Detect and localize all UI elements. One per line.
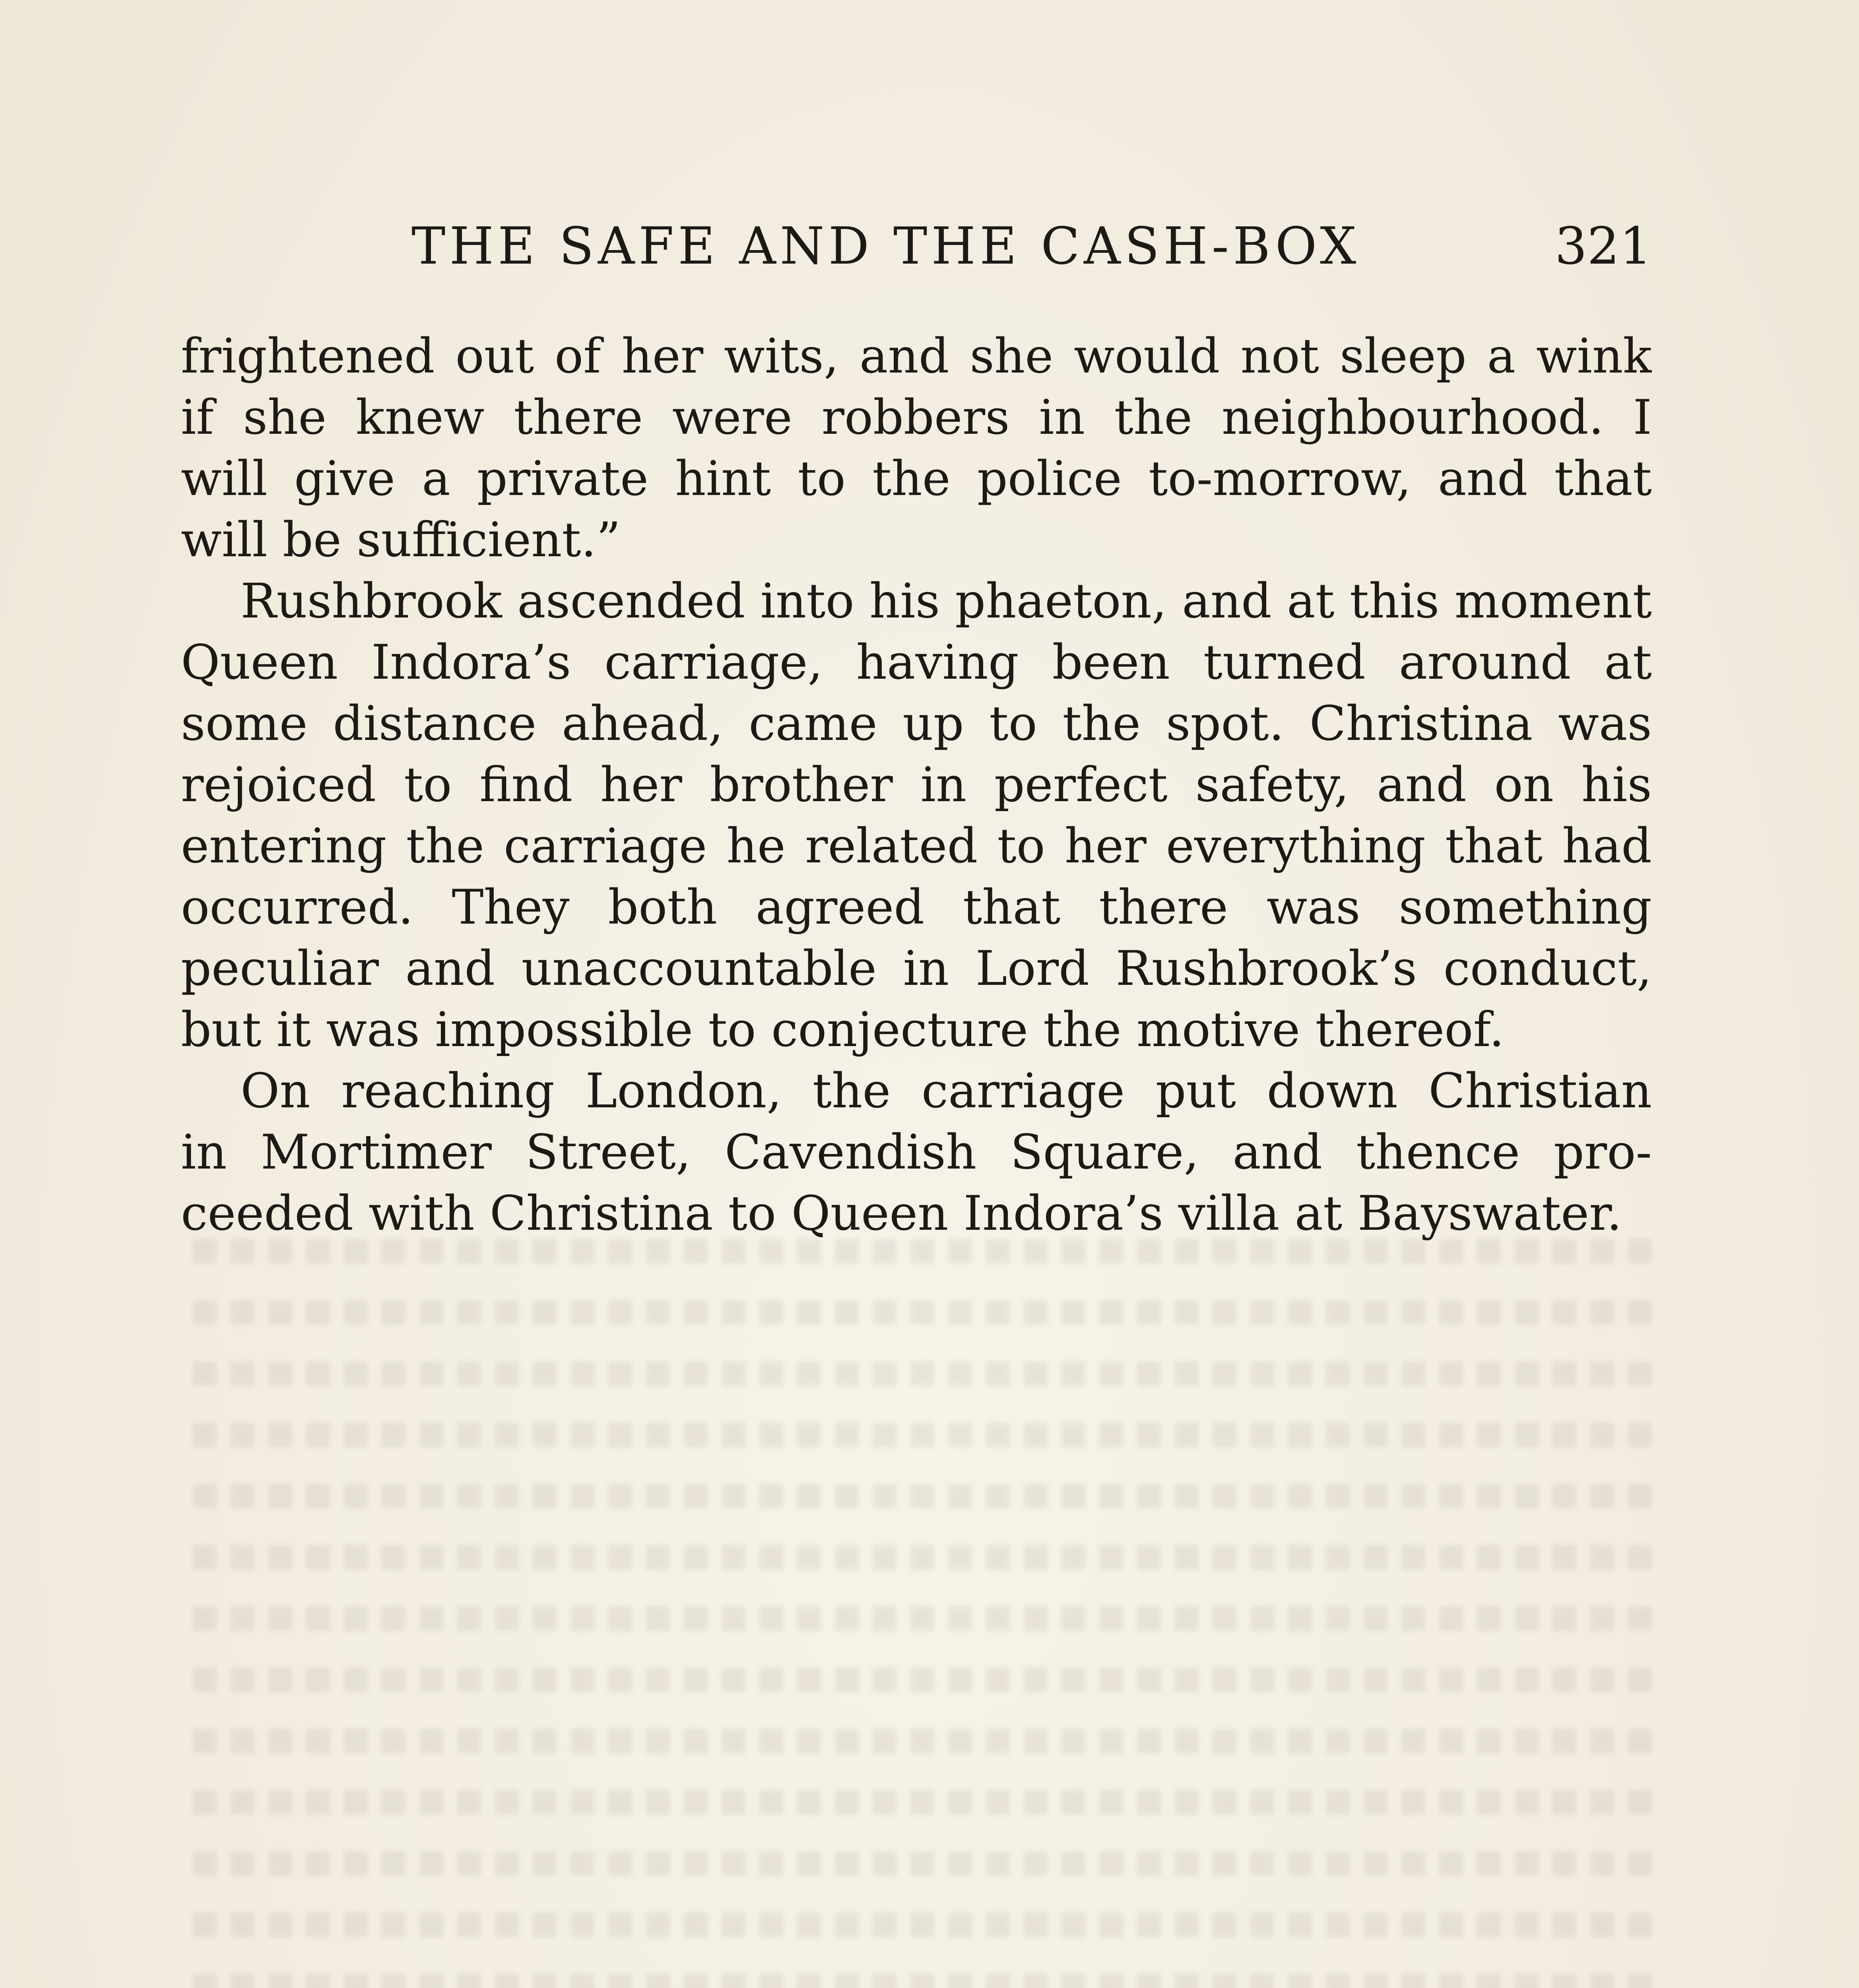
- show-through-line: [181, 1404, 1652, 1466]
- show-through-line: [181, 1527, 1652, 1588]
- show-through-line: [181, 1772, 1652, 1833]
- text-line: if she knew there were robbers in the neighbourhood. I: [181, 390, 1652, 445]
- text-line: in Mortimer Street, Cavendish Square, and thence pro-: [181, 1125, 1652, 1180]
- text-line: entering the carriage he related to her everything that had: [181, 819, 1652, 874]
- show-through-line: [181, 1343, 1652, 1404]
- text-line: rejoiced to find her brother in perfect safety, and on his: [181, 757, 1652, 813]
- body-text: [181, 326, 1652, 1244]
- text-line: Queen Indora’s carriage, having been turned around at: [181, 635, 1652, 690]
- running-title: THE SAFE AND THE CASH-BOX: [411, 217, 1360, 276]
- show-through-texture: [181, 1221, 1652, 1988]
- show-through-line: [181, 1955, 1652, 1988]
- show-through-line: [181, 1894, 1652, 1955]
- page-header: [181, 207, 1652, 286]
- text-line: occurred. They both agreed that there was something: [181, 880, 1652, 935]
- text-line: but it was impossible to conjecture the motive thereof.: [181, 1002, 1504, 1058]
- show-through-line: [181, 1466, 1652, 1527]
- show-through-line: [181, 1649, 1652, 1710]
- text-line: frightened out of her wits, and she would not sleep a wink: [181, 329, 1652, 384]
- page-number: 321: [1554, 217, 1652, 276]
- show-through-line: [181, 1710, 1652, 1772]
- show-through-line: [181, 1221, 1652, 1282]
- text-line: Rushbrook ascended into his phaeton, and at this moment: [241, 574, 1652, 629]
- show-through-line: [181, 1833, 1652, 1894]
- text-line: ceeded with Christina to Queen Indora’s villa at Bayswater.: [181, 1186, 1622, 1241]
- text-line: will give a private hint to the police to-morrow, and that: [181, 451, 1652, 507]
- show-through-line: [181, 1282, 1652, 1343]
- text-line: peculiar and unaccountable in Lord Rushbrook’s conduct,: [181, 941, 1652, 996]
- text-line: some distance ahead, came up to the spot. Christina was: [181, 696, 1652, 751]
- show-through-line: [181, 1588, 1652, 1649]
- text-line: will be sufficient.”: [181, 513, 621, 568]
- text-line: On reaching London, the carriage put down Christian: [241, 1064, 1652, 1119]
